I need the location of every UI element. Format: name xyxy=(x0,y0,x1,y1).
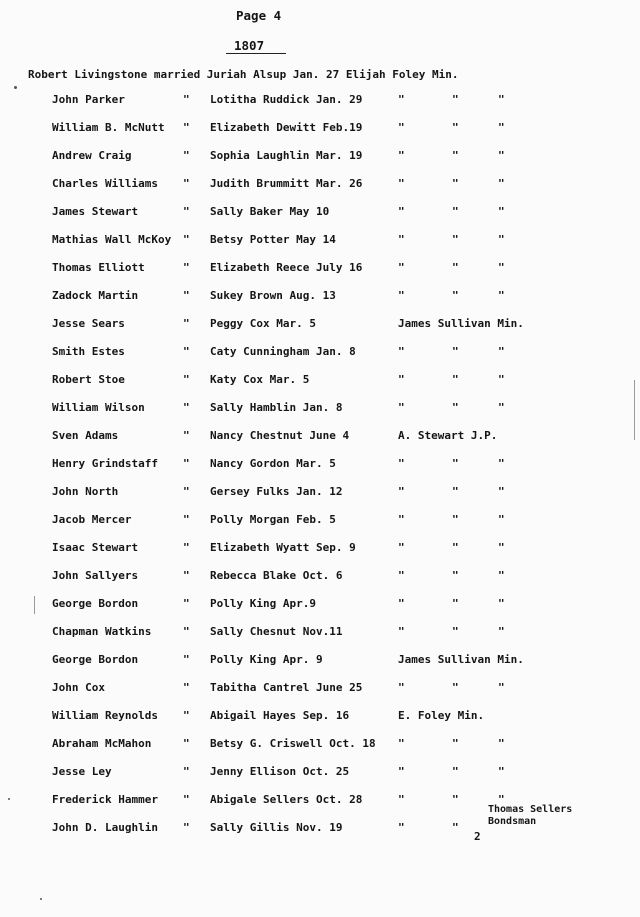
groom-name: John Cox xyxy=(52,681,105,694)
ditto-mark: " xyxy=(183,289,190,302)
ditto-mark: " xyxy=(452,681,459,694)
ledger-row xyxy=(0,765,640,783)
ditto-mark: " xyxy=(498,93,505,106)
ditto-mark: " xyxy=(452,289,459,302)
bride-and-date: Sophia Laughlin Mar. 19 xyxy=(210,149,363,162)
ditto-mark: " xyxy=(452,345,459,358)
ledger-row xyxy=(0,485,640,503)
ditto-mark: " xyxy=(498,569,505,582)
bride-and-date: Nancy Gordon Mar. 5 xyxy=(210,457,336,470)
groom-name: William B. McNutt xyxy=(52,121,165,134)
groom-name: Thomas Elliott xyxy=(52,261,145,274)
groom-name: Robert Stoe xyxy=(52,373,125,386)
bride-and-date: Sukey Brown Aug. 13 xyxy=(210,289,336,302)
officiant: James Sullivan Min. xyxy=(398,317,524,330)
ditto-mark: " xyxy=(398,401,405,414)
ditto-mark: " xyxy=(183,681,190,694)
groom-name: John Sallyers xyxy=(52,569,139,582)
ditto-mark: " xyxy=(498,457,505,470)
ditto-mark: " xyxy=(452,457,459,470)
ditto-mark: " xyxy=(183,513,190,526)
ledger-row xyxy=(0,121,640,139)
page-number: Page 4 xyxy=(236,8,282,23)
ledger-row xyxy=(0,261,640,279)
ditto-mark: " xyxy=(452,401,459,414)
ditto-mark: " xyxy=(398,513,405,526)
ditto-mark: " xyxy=(498,345,505,358)
groom-name: William Reynolds xyxy=(52,709,158,722)
ditto-mark: " xyxy=(498,541,505,554)
ledger-row xyxy=(0,177,640,195)
ditto-mark: " xyxy=(398,233,405,246)
ditto-mark: " xyxy=(452,569,459,582)
bride-and-date: Nancy Chestnut June 4 xyxy=(210,429,350,442)
ledger-row xyxy=(0,625,640,643)
groom-name: Chapman Watkins xyxy=(52,625,152,638)
ditto-mark: " xyxy=(498,765,505,778)
ditto-mark: " xyxy=(398,485,405,498)
officiant: E. Foley Min. xyxy=(398,709,485,722)
ditto-mark: " xyxy=(452,93,459,106)
ledger-row xyxy=(0,205,640,223)
groom-name: John D. Laughlin xyxy=(52,821,158,834)
ditto-mark: " xyxy=(398,765,405,778)
groom-name: William Wilson xyxy=(52,401,145,414)
ditto-mark: " xyxy=(398,345,405,358)
ledger-row xyxy=(0,233,640,251)
ditto-mark: " xyxy=(498,205,505,218)
bride-and-date: Gersey Fulks Jan. 12 xyxy=(210,485,343,498)
ditto-mark: " xyxy=(183,485,190,498)
ledger-row xyxy=(0,289,640,307)
ditto-mark: " xyxy=(183,317,190,330)
ditto-mark: " xyxy=(183,653,190,666)
bride-and-date: Elizabeth Reece July 16 xyxy=(210,261,363,274)
scan-speck xyxy=(14,86,17,89)
ledger-row xyxy=(0,373,640,391)
ledger-row xyxy=(0,401,640,419)
ledger-row xyxy=(0,429,640,447)
ditto-mark: " xyxy=(452,765,459,778)
ditto-mark: " xyxy=(183,345,190,358)
ditto-mark: " xyxy=(498,233,505,246)
ditto-mark: " xyxy=(183,401,190,414)
groom-name: Sven Adams xyxy=(52,429,119,442)
bride-and-date: Polly King Apr. 9 xyxy=(210,653,323,666)
bride-and-date: Rebecca Blake Oct. 6 xyxy=(210,569,343,582)
ditto-mark: " xyxy=(498,485,505,498)
ledger-row xyxy=(0,149,640,167)
ditto-mark: " xyxy=(398,569,405,582)
groom-name: Frederick Hammer xyxy=(52,793,158,806)
ditto-mark: " xyxy=(498,793,505,806)
ditto-mark: " xyxy=(498,121,505,134)
bondsman-note: Thomas Sellers Bondsman xyxy=(488,804,573,827)
officiant: James Sullivan Min. xyxy=(398,653,524,666)
ditto-mark: " xyxy=(398,625,405,638)
ditto-mark: " xyxy=(183,93,190,106)
ditto-mark: " xyxy=(183,149,190,162)
ledger-row xyxy=(0,597,640,615)
ditto-mark: " xyxy=(183,373,190,386)
ditto-mark: " xyxy=(498,261,505,274)
ditto-mark: " xyxy=(498,513,505,526)
ditto-mark: " xyxy=(498,401,505,414)
ditto-mark: " xyxy=(498,625,505,638)
ditto-mark: " xyxy=(183,541,190,554)
bride-and-date: Polly Morgan Feb. 5 xyxy=(210,513,336,526)
groom-name: Andrew Craig xyxy=(52,149,132,162)
ditto-mark: " xyxy=(398,149,405,162)
bride-and-date: Sally Baker May 10 xyxy=(210,205,330,218)
groom-name: Charles Williams xyxy=(52,177,158,190)
ditto-mark: " xyxy=(498,597,505,610)
ditto-mark: " xyxy=(398,373,405,386)
ditto-mark: " xyxy=(452,373,459,386)
groom-name: James Stewart xyxy=(52,205,139,218)
ditto-mark: " xyxy=(452,793,459,806)
groom-name: John North xyxy=(52,485,119,498)
ditto-mark: " xyxy=(452,513,459,526)
ditto-mark: " xyxy=(398,681,405,694)
ditto-mark: " xyxy=(498,149,505,162)
bride-and-date: Katy Cox Mar. 5 xyxy=(210,373,310,386)
ditto-mark: " xyxy=(398,177,405,190)
ditto-mark: " xyxy=(398,261,405,274)
ditto-mark: " xyxy=(398,793,405,806)
groom-name: Isaac Stewart xyxy=(52,541,139,554)
ledger-row xyxy=(0,317,640,335)
ledger-row xyxy=(0,681,640,699)
ditto-mark: " xyxy=(452,205,459,218)
ditto-mark: " xyxy=(183,625,190,638)
ditto-mark: " xyxy=(183,737,190,750)
margin-mark xyxy=(634,380,635,440)
margin-mark xyxy=(34,596,35,614)
ditto-mark: " xyxy=(452,737,459,750)
bride-and-date: Lotitha Ruddick Jan. 29 xyxy=(210,93,363,106)
groom-name: Zadock Martin xyxy=(52,289,139,302)
ditto-mark: " xyxy=(183,233,190,246)
officiant: A. Stewart J.P. xyxy=(398,429,498,442)
ditto-mark: " xyxy=(183,177,190,190)
groom-name: Abraham McMahon xyxy=(52,737,152,750)
ditto-mark: " xyxy=(183,597,190,610)
ditto-mark: " xyxy=(398,457,405,470)
bride-and-date: Betsy Potter May 14 xyxy=(210,233,336,246)
groom-name: Henry Grindstaff xyxy=(52,457,158,470)
ditto-mark: " xyxy=(398,93,405,106)
scan-speck xyxy=(8,798,10,800)
scan-speck xyxy=(40,898,42,900)
ditto-mark: " xyxy=(498,177,505,190)
ditto-mark: " xyxy=(398,541,405,554)
bride-and-date: Abigail Hayes Sep. 16 xyxy=(210,709,350,722)
ditto-mark: " xyxy=(183,765,190,778)
ditto-mark: " xyxy=(452,485,459,498)
ditto-mark: " xyxy=(452,597,459,610)
bride-and-date: Sally Hamblin Jan. 8 xyxy=(210,401,343,414)
bride-and-date: Sally Gillis Nov. 19 xyxy=(210,821,343,834)
bride-and-date: Sally Chesnut Nov.11 xyxy=(210,625,343,638)
ditto-mark: " xyxy=(398,121,405,134)
ditto-mark: " xyxy=(452,149,459,162)
groom-name: Mathias Wall McKoy xyxy=(52,233,172,246)
ditto-mark: " xyxy=(398,289,405,302)
bride-and-date: Polly King Apr.9 xyxy=(210,597,316,610)
ditto-mark: " xyxy=(398,597,405,610)
bride-and-date: Peggy Cox Mar. 5 xyxy=(210,317,316,330)
ditto-mark: " xyxy=(452,261,459,274)
ledger-row xyxy=(0,709,640,727)
ledger-row xyxy=(0,541,640,559)
ditto-mark: " xyxy=(498,737,505,750)
groom-name: Jesse Sears xyxy=(52,317,125,330)
ditto-mark: " xyxy=(452,177,459,190)
ditto-mark: " xyxy=(452,625,459,638)
ledger-row xyxy=(0,513,640,531)
ditto-mark: " xyxy=(398,737,405,750)
groom-name: Jacob Mercer xyxy=(52,513,132,526)
ledger-row xyxy=(0,345,640,363)
ledger-row xyxy=(0,569,640,587)
ditto-mark: " xyxy=(183,709,190,722)
bride-and-date: Judith Brummitt Mar. 26 xyxy=(210,177,363,190)
ditto-mark: " xyxy=(183,793,190,806)
bride-and-date: Betsy G. Criswell Oct. 18 xyxy=(210,737,376,750)
bride-and-date: Caty Cunningham Jan. 8 xyxy=(210,345,356,358)
ditto-mark: " xyxy=(398,205,405,218)
bride-and-date: Tabitha Cantrel June 25 xyxy=(210,681,363,694)
ditto-mark: " xyxy=(498,373,505,386)
ledger-row xyxy=(0,737,640,755)
ditto-mark: " xyxy=(183,569,190,582)
ditto-mark: " xyxy=(498,289,505,302)
year-heading: 1807 xyxy=(226,38,286,54)
ditto-mark: " xyxy=(452,121,459,134)
ledger-row xyxy=(0,457,640,475)
bride-and-date: Elizabeth Dewitt Feb.19 xyxy=(210,121,363,134)
bride-and-date: Jenny Ellison Oct. 25 xyxy=(210,765,350,778)
note-number: 2 xyxy=(474,830,481,843)
ditto-mark: " xyxy=(183,821,190,834)
ditto-mark: " xyxy=(183,261,190,274)
groom-name: George Bordon xyxy=(52,597,139,610)
bride-and-date: Elizabeth Wyatt Sep. 9 xyxy=(210,541,356,554)
groom-name: John Parker xyxy=(52,93,125,106)
ditto-mark: " xyxy=(452,233,459,246)
ditto-mark: " xyxy=(183,121,190,134)
ledger-row xyxy=(0,653,640,671)
ditto-mark: " xyxy=(183,205,190,218)
ditto-mark: " xyxy=(498,681,505,694)
groom-name: George Bordon xyxy=(52,653,139,666)
groom-name: Smith Estes xyxy=(52,345,125,358)
ledger-row xyxy=(0,93,640,111)
bride-and-date: Abigale Sellers Oct. 28 xyxy=(210,793,363,806)
ditto-mark: " xyxy=(452,821,459,834)
ditto-mark: " xyxy=(398,821,405,834)
ditto-mark: " xyxy=(183,457,190,470)
intro-entry: Robert Livingstone married Juriah Alsup Jan. 27 Elijah Foley Min. xyxy=(28,68,459,81)
ditto-mark: " xyxy=(183,429,190,442)
ditto-mark: " xyxy=(452,541,459,554)
groom-name: Jesse Ley xyxy=(52,765,112,778)
